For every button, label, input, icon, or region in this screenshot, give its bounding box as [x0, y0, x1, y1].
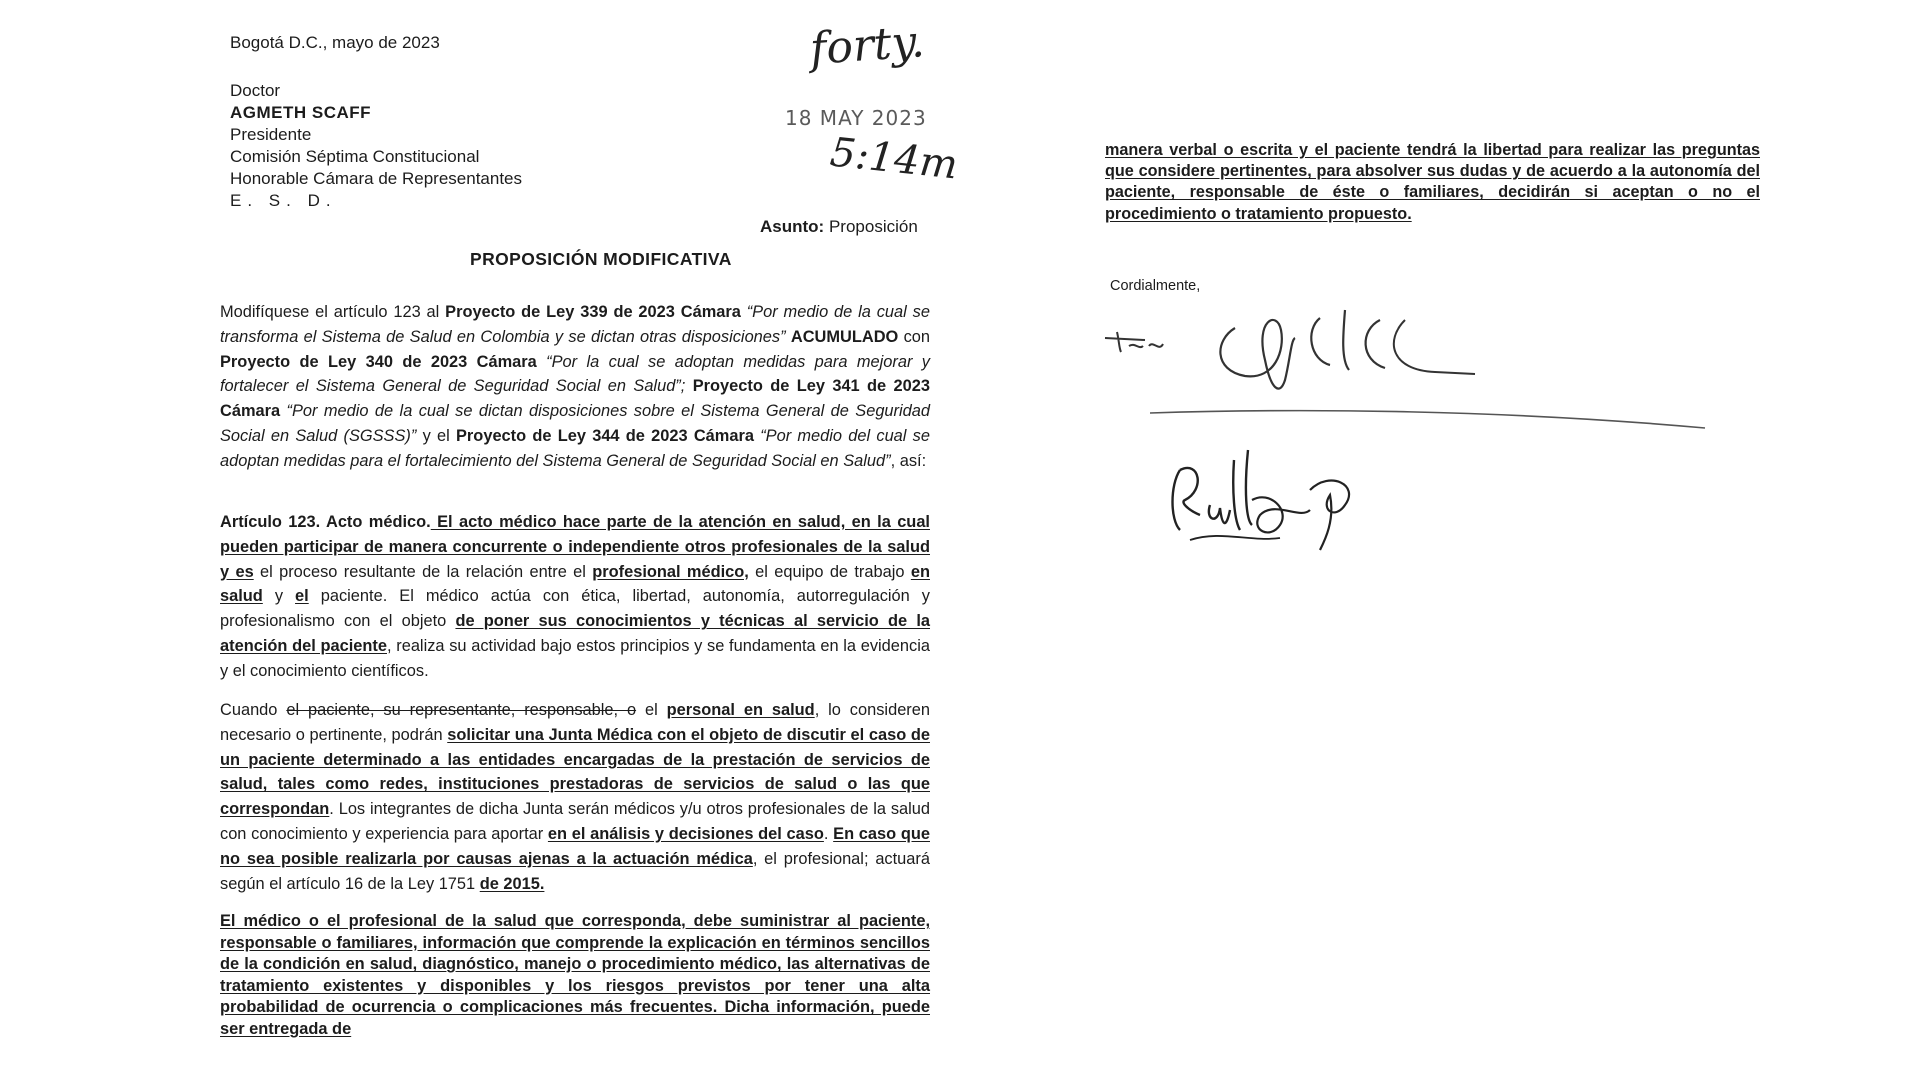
recipient-role: Presidente [230, 125, 312, 144]
continuation-paragraph: manera verbal o escrita y el paciente tendrá la libertad para realizar las preguntas que considere pertinentes, para absolver sus dudas y de acuerdo a la autonomía del paciente, responsable de éste o familiares, decidirán si aceptan o no el procedimiento o tratamiento propuesto. [1105, 141, 1760, 223]
subject-value: Proposición [828, 217, 918, 236]
subject-label: Asunto: [760, 217, 825, 236]
recipient-committee: Comisión Séptima Constitucional [230, 147, 480, 166]
closing-text: Cordialmente, [1110, 278, 1201, 294]
signature-2-image [1160, 430, 1380, 570]
informacion-paragraph: El médico o el profesional de la salud que corresponda, debe suministrar al paciente, responsable o familiares, información que comprende la explicación en términos sencillos de la condición en salud, diagnóstico, manejo o procedimiento médico, las alternativas de tratamiento existentes y disponibles y los riesgos previstos por tener una alta probabilidad de ocurrencia o complicaciones más frecuentes. Dicha información, puede ser entregada de [220, 912, 930, 1038]
received-date-stamp: 18 MAY 2023 [785, 106, 927, 130]
document-page-left [220, 0, 960, 1080]
recipient-title: Doctor [230, 81, 281, 100]
recipient-esd: E. S. D. [230, 191, 337, 210]
document-page-right [1105, 0, 1775, 1080]
intro-paragraph: Modifíquese el artículo 123 al Proyecto de Ley 339 de 2023 Cámara “Por medio de la cual se transforma el Sistema de Salud en Colombia y se dictan otras disposiciones” ACUMULADO con Proyecto de Ley 340 de 2023 Cámara “Por la cual se adoptan medidas para mejorar y fortalecer el Sistema General de Seguridad Social en Salud”; Proyecto de Ley 341 de 2023 Cámara “Por medio de la cual se dictan disposiciones sobre el Sistema General de Seguridad Social en Salud (SGSSS)” y el Proyecto de Ley 344 de 2023 Cámara “Por medio del cual se adoptan medidas para el fortalecimiento del Sistema General de Seguridad Social en Salud”, así: [220, 303, 931, 470]
recipient-name: AGMETH SCAFF [230, 103, 372, 122]
document-heading: PROPOSICIÓN MODIFICATIVA [470, 249, 732, 269]
article-paragraph: Artículo 123. Acto médico. El acto médico hace parte de la atención en salud, en la cual pueden participar de manera concurrente o independiente otros profesionales de la salud y es el proceso resultante de la relación entre el profesional médico, el equipo de trabajo en salud y el paciente. El médico actúa con ética, libertad, autonomía, autorregulación y profesionalismo con el objeto de poner sus conocimientos y técnicas al servicio de la atención del paciente, realiza su actividad bajo estos principios y se fundamenta en la evidencia y el conocimiento científicos. [220, 513, 930, 680]
received-initials: forty. [808, 16, 927, 75]
subject-line [760, 216, 918, 238]
signature-1-image [1105, 280, 1775, 440]
received-time: 5:14m [827, 129, 960, 189]
junta-medica-paragraph: Cuando el paciente, su representante, responsable, o el personal en salud, lo consideren necesario o pertinente, podrán solicitar una Junta Médica con el objeto de discutir el caso de un paciente determinado a las entidades encargadas de la prestación de servicios de salud, tales como redes, instituciones prestadoras de servicios de salud o las que correspondan. Los integrantes de dicha Junta serán médicos y/u otros profesionales de la salud con conocimiento y experiencia para aportar en el análisis y decisiones del caso. En caso que no sea posible realizarla por causas ajenas a la actuación médica, el profesional; actuará según el artículo 16 de la Ley 1751 de 2015. [220, 701, 930, 893]
place-date: Bogotá D.C., mayo de 2023 [230, 33, 440, 52]
recipient-chamber: Honorable Cámara de Representantes [230, 169, 523, 188]
